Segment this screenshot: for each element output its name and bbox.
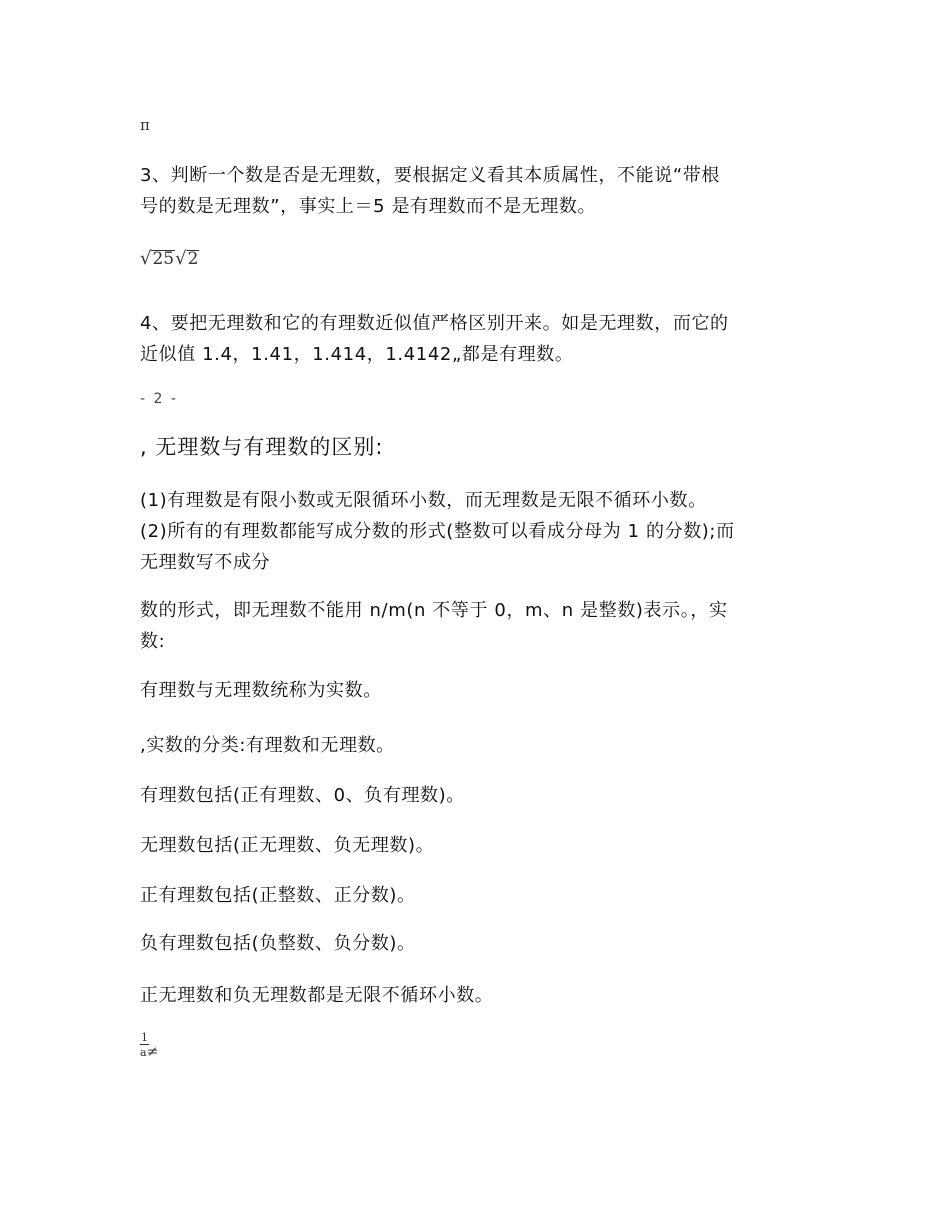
- difference-point-2-line-1: (2)所有的有理数都能写成分数的形式(整数可以看成分母为 1 的分数);而: [140, 521, 735, 542]
- sqrt-expression: [140, 248, 199, 269]
- item-3-line-2: 号的数是无理数”，事实上＝5 是有理数而不是无理数。: [140, 196, 597, 217]
- negative-rational-includes: 负有理数包括(负整数、负分数)。: [140, 933, 416, 954]
- not-equal-symbol: ≠: [146, 1044, 159, 1060]
- rational-includes: 有理数包括(正有理数、0、负有理数)。: [140, 785, 465, 806]
- fraction-fragment: [140, 1032, 170, 1060]
- irrational-includes: 无理数包括(正无理数、负无理数)。: [140, 835, 435, 856]
- section-heading-difference: , 无理数与有理数的区别:: [140, 435, 384, 459]
- pi-symbol: π: [140, 116, 150, 134]
- page-number: - 2 -: [140, 391, 178, 407]
- fraction-numerator: 1: [141, 1031, 148, 1044]
- sqrt-sign-icon: √: [175, 248, 187, 269]
- real-number-definition: 有理数与无理数统称为实数。: [140, 680, 382, 701]
- item-4-line-1: 4、要把无理数和它的有理数近似值严格区别开来。如是无理数，而它的: [140, 313, 729, 334]
- fraction-denominator-text: a: [140, 1046, 147, 1059]
- item-3-line-1: 3、判断一个数是否是无理数，要根据定义看其本质属性，不能说“带根: [140, 165, 720, 186]
- difference-point-2-line-2: 无理数写不成分: [140, 552, 271, 573]
- sqrt-radicand-2: 2: [187, 249, 199, 269]
- fraction-denominator: [140, 1045, 170, 1060]
- difference-point-1: (1)有理数是有限小数或无限循环小数，而无理数是无限不循环小数。: [140, 490, 707, 511]
- real-number-classification: ,实数的分类:有理数和无理数。: [140, 735, 395, 756]
- irrational-note: 正无理数和负无理数都是无限不循环小数。: [140, 985, 494, 1006]
- sqrt-sign-icon: √: [140, 248, 152, 269]
- item-4-line-2: 近似值 1.4，1.41，1.414，1.4142„都是有理数。: [140, 344, 574, 365]
- continuation-line-2: 数:: [140, 631, 166, 652]
- positive-rational-includes: 正有理数包括(正整数、正分数)。: [140, 885, 416, 906]
- sqrt-radicand-25: 25: [152, 249, 175, 269]
- continuation-line-1: 数的形式，即无理数不能用 n/m(n 不等于 0，m、n 是整数)表示。，实: [140, 600, 728, 621]
